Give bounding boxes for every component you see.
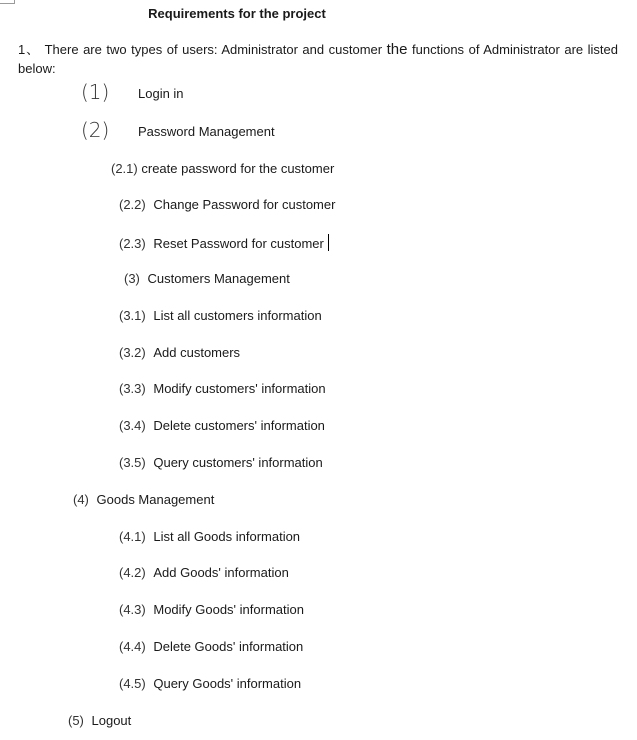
- list-item-4-2[interactable]: [119, 565, 289, 580]
- list-item-text: Login in: [138, 86, 184, 101]
- list-item-4-5[interactable]: [119, 676, 301, 691]
- list-item-number: (4.4): [119, 639, 146, 654]
- list-item-3-5[interactable]: [119, 455, 323, 470]
- list-item-number: (5): [68, 713, 84, 728]
- list-item-2-3[interactable]: [119, 234, 329, 251]
- list-item-3[interactable]: [124, 271, 290, 286]
- list-item-text: Change Password for customer: [153, 197, 336, 212]
- list-item-2-2[interactable]: [119, 197, 335, 212]
- intro-paragraph[interactable]: [18, 40, 618, 78]
- page-corner-mark: [0, 0, 15, 4]
- list-item-number: (2): [81, 118, 110, 142]
- list-item-number: (2.3): [119, 236, 146, 251]
- list-item-number: (2.2): [119, 197, 146, 212]
- list-item-4-4[interactable]: [119, 639, 303, 654]
- list-item-text: Modify customers' information: [153, 381, 326, 396]
- text-cursor: [328, 234, 329, 251]
- list-item-text: Logout: [91, 713, 132, 728]
- list-item-5[interactable]: [68, 713, 131, 728]
- list-item-number: (3.2): [119, 345, 146, 360]
- list-item-number: (4): [73, 492, 89, 507]
- list-item-text: Add customers: [153, 345, 241, 360]
- list-item-text: Delete Goods' information: [153, 639, 304, 654]
- list-item-text: Goods Management: [96, 492, 215, 507]
- list-item-1[interactable]: [81, 80, 184, 104]
- list-item-text: Delete customers' information: [153, 418, 325, 433]
- list-item-number: (3.5): [119, 455, 146, 470]
- list-item-number: (1): [81, 80, 110, 104]
- list-item-text: Query Goods' information: [153, 676, 302, 691]
- list-item-4[interactable]: [73, 492, 214, 507]
- list-item-number: (3.4): [119, 418, 146, 433]
- page-title: Requirements for the project: [148, 6, 326, 21]
- list-item-number: (2.1): [111, 161, 138, 176]
- list-item-3-1[interactable]: [119, 308, 322, 323]
- list-item-text: Modify Goods' information: [153, 602, 304, 617]
- list-item-text: List all customers information: [153, 308, 322, 323]
- list-item-3-4[interactable]: [119, 418, 325, 433]
- list-item-text: Reset Password for customer: [153, 236, 324, 251]
- list-item-number: (3): [124, 271, 140, 286]
- list-item-number: (3.1): [119, 308, 146, 323]
- list-item-text: Add Goods' information: [153, 565, 289, 580]
- list-item-number: (4.1): [119, 529, 146, 544]
- list-item-3-3[interactable]: [119, 381, 326, 396]
- list-item-2-1[interactable]: [111, 161, 334, 176]
- list-item-text: Password Management: [138, 124, 275, 139]
- intro-suffix: functions of Administrator are listed below:: [18, 42, 619, 76]
- list-item-text: Query customers' information: [153, 455, 323, 470]
- list-item-3-2[interactable]: [119, 345, 240, 360]
- list-item-number: (4.5): [119, 676, 146, 691]
- intro-prefix: 1、 There are two types of users: Administrator and customer: [18, 42, 387, 57]
- list-item-2[interactable]: [81, 118, 275, 142]
- list-item-number: (4.2): [119, 565, 146, 580]
- list-item-number: (4.3): [119, 602, 146, 617]
- list-item-number: (3.3): [119, 381, 146, 396]
- list-item-text: Customers Management: [147, 271, 290, 286]
- list-item-text: List all Goods information: [153, 529, 301, 544]
- list-item-4-1[interactable]: [119, 529, 300, 544]
- list-item-4-3[interactable]: [119, 602, 304, 617]
- intro-big-word: the: [386, 41, 408, 58]
- list-item-text: create password for the customer: [141, 161, 335, 176]
